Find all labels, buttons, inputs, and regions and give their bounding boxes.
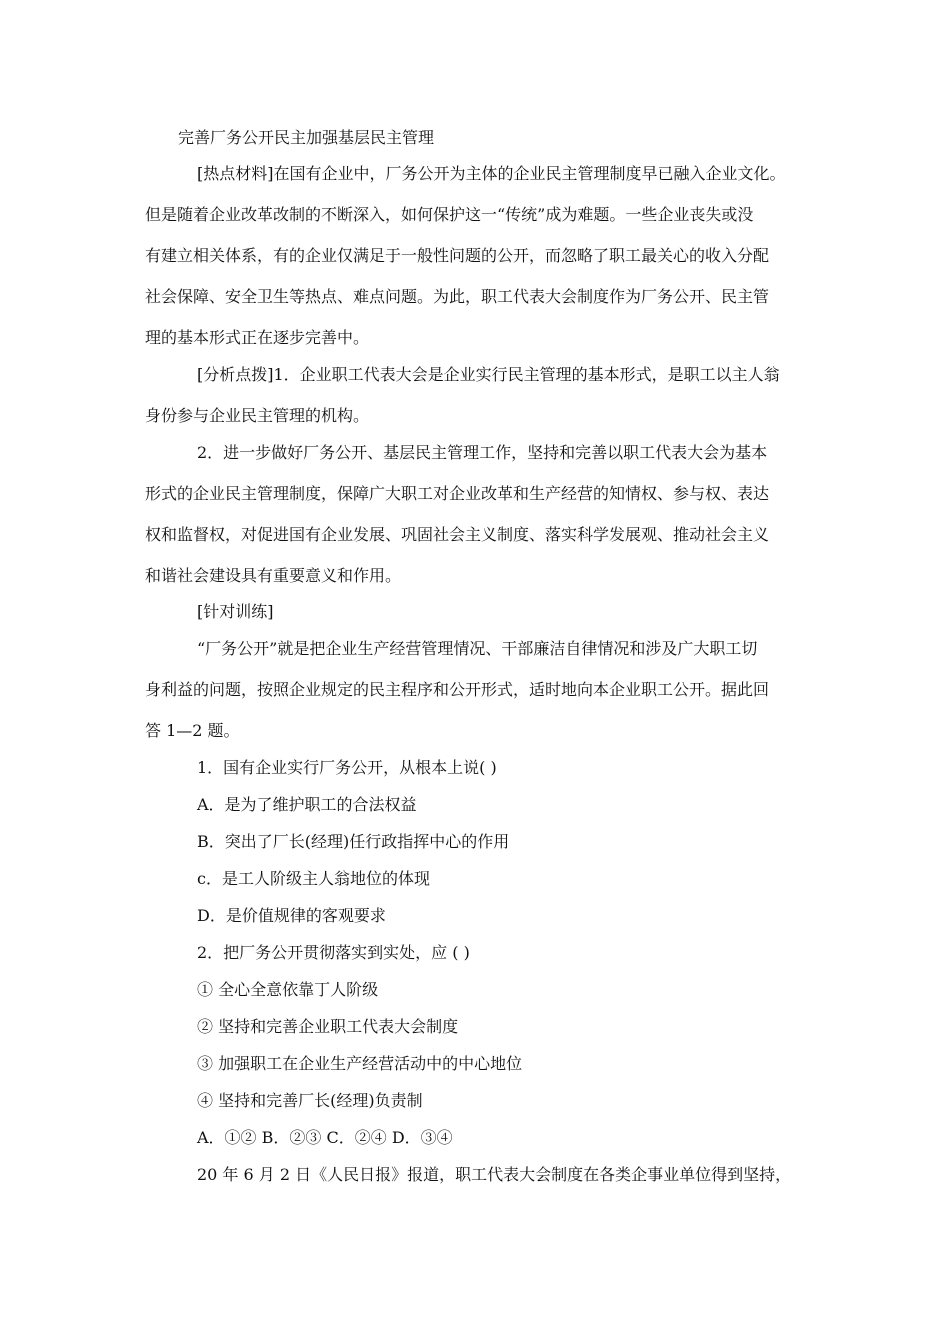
question-1-stem: 1．国有企业实行厂务公开，从根本上说( ) [197, 758, 497, 777]
intro-line-3: 答 1—2 题。 [145, 721, 240, 740]
question-2-stem: 2．把厂务公开贯彻落实到实处，应 ( ) [197, 943, 470, 962]
final-paragraph-line: 20 年 6 月 2 日《人民日报》报道，职工代表大会制度在各类企事业单位得到坚持， [197, 1165, 792, 1184]
training-heading: [针对训练] [197, 602, 274, 621]
question-1-option-c: c．是工人阶级主人翁地位的体现 [197, 869, 430, 888]
analysis-2-line-2: 形式的企业民主管理制度，保障广大职工对企业改革和生产经营的知情权、参与权、表达 [145, 484, 770, 503]
material-line-4: 社会保障、安全卫生等热点、难点问题。为此，职工代表大会制度作为厂务公开、民主管 [145, 287, 770, 306]
question-2-item-4: ④ 坚持和完善厂长(经理)负责制 [197, 1091, 423, 1110]
question-1-option-b: B．突出了厂长(经理)任行政指挥中心的作用 [197, 832, 510, 851]
analysis-2-line-1: 2．进一步做好厂务公开、基层民主管理工作，坚持和完善以职工代表大会为基本 [197, 443, 768, 462]
question-1-option-d: D．是价值规律的客观要求 [197, 906, 386, 925]
analysis-1-line-2: 身份参与企业民主管理的机构。 [145, 406, 370, 425]
question-2-item-1: ① 全心全意依靠丁人阶级 [197, 980, 379, 999]
material-line-1: [热点材料]在国有企业中，厂务公开为主体的企业民主管理制度早已融入企业文化。 [197, 164, 786, 183]
analysis-2-line-3: 权和监督权，对促进国有企业发展、巩固社会主义制度、落实科学发展观、推动社会主义 [145, 525, 770, 544]
analysis-1-line-1: [分析点拨]1．企业职工代表大会是企业实行民主管理的基本形式，是职工以主人翁 [197, 365, 780, 384]
question-1-option-a: A．是为了维护职工的合法权益 [197, 795, 417, 814]
question-2-item-2: ② 坚持和完善企业职工代表大会制度 [197, 1017, 459, 1036]
material-line-3: 有建立相关体系，有的企业仅满足于一般性问题的公开，而忽略了职工最关心的收入分配 [145, 246, 770, 265]
material-line-5: 理的基本形式正在逐步完善中。 [145, 328, 370, 347]
intro-line-1: “厂务公开”就是把企业生产经营管理情况、干部廉洁自律情况和涉及广大职工切 [197, 639, 758, 658]
question-2-item-3: ③ 加强职工在企业生产经营活动中的中心地位 [197, 1054, 523, 1073]
analysis-2-line-4: 和谐社会建设具有重要意义和作用。 [145, 566, 402, 585]
material-line-2: 但是随着企业改革改制的不断深入，如何保护这一“传统”成为难题。一些企业丧失或没 [145, 205, 754, 224]
intro-line-2: 身利益的问题，按照企业规定的民主程序和公开形式，适时地向本企业职工公开。据此回 [145, 680, 770, 699]
question-2-choices: A．①② B．②③ C．②④ D．③④ [197, 1128, 453, 1147]
document-title: 完善厂务公开民主加强基层民主管理 [178, 128, 435, 147]
